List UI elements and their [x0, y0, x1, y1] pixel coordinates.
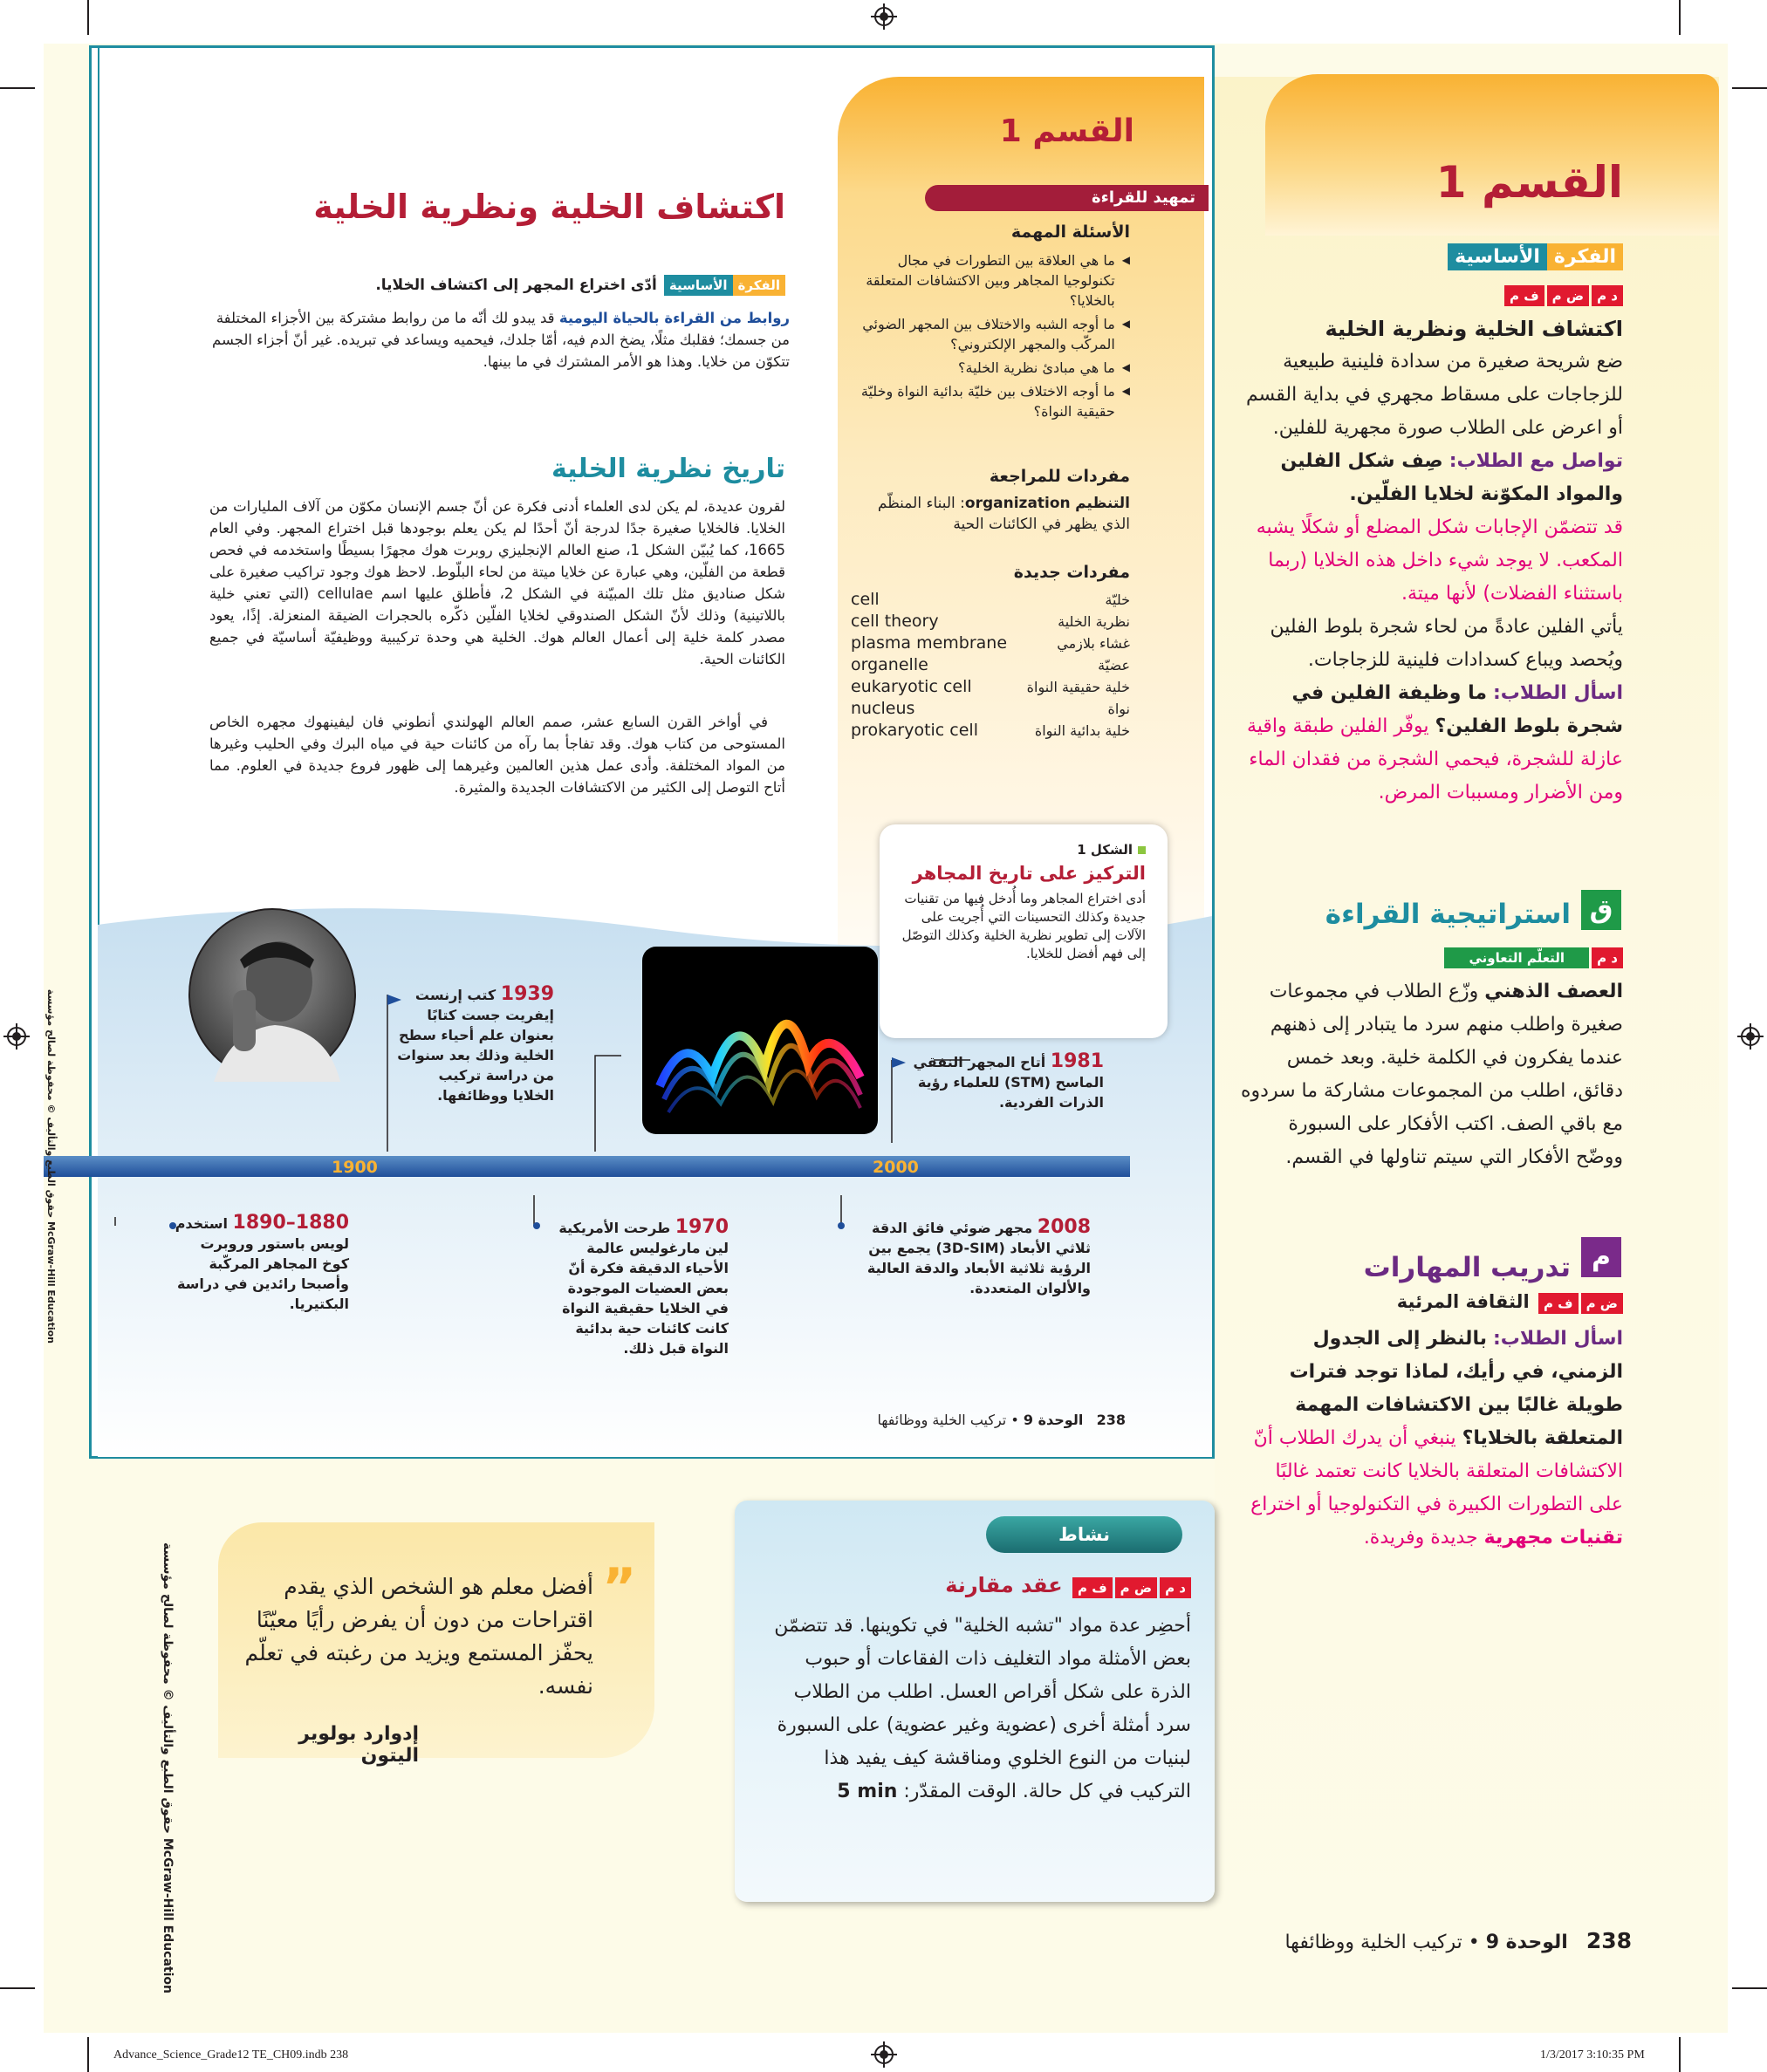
vocab-row	[851, 698, 1130, 720]
quote-author: إدوارد بولوير اليتون	[298, 1723, 419, 1767]
se-page-title: اكتشاف الخلية ونظرية الخلية	[313, 188, 785, 226]
vocab-row	[851, 633, 1130, 654]
real-world-connection: روابط من القراءة بالحياة اليومية قد يبدو لك أنّه ما من روابط مشتركة بين الأجزاء المختلفة من جسمك؛ فقلبك مثلًا، يضخ الدم فيه، أمّا جلدك، فيحميه ويساعد في تبريده. غير أنّ أجزاء الجسم تتكوّن من خلايا. وهذا هو الأمر المشترك في ما بينها.	[211, 310, 790, 370]
vocab-term-en: prokaryotic cell	[851, 721, 978, 740]
vocab-term-ar: غشاء بلازمي	[1057, 635, 1130, 652]
reading-preview-label: تمهيد للقراءة	[925, 185, 1209, 211]
timeline-tick-1900: 1900	[332, 1158, 378, 1177]
figure-1-callout: الشكل 1 التركيز على تاريخ المجاهر أدى اختراع المجاهر وما أُدخل فيها من تقنيات جديدة وكذلك التحسينات التي أُجريت على الآلات إلى تطوير نظرية الخلية وكذلك التوصّل إلى فهم أفضل للخلايا.	[880, 824, 1168, 1038]
essential-question: ◀ ما أوجه الشبه والاختلاف بين المجهر الضوئي المركّب والمجهر الإلكتروني؟	[862, 316, 1130, 352]
te-footer: 238 الوحدة 9 • تركيب الخلية ووظائفها	[1284, 1928, 1632, 1953]
bullet-icon: ◀	[1121, 254, 1130, 266]
vocab-term-en: plasma membrane	[851, 633, 1008, 653]
vocab-row	[851, 676, 1130, 698]
te-section-tab	[1265, 74, 1719, 236]
vocab-term-en: cell theory	[851, 612, 939, 631]
vocab-term-en: cell	[851, 590, 880, 609]
timeline-event-2008: 2008 مجهر ضوئي فائق الدقة ثلاثي الأبعاد (3D-SIM) يجمع بين الرؤية ثلاثية الأبعاد والدقة العالية والألوان المتعددة.	[866, 1216, 1091, 1296]
skills-icon: م	[1581, 1237, 1621, 1277]
figure-1-caption: أدى اختراع المجاهر وما أُدخل فيها من تقنيات جديدة وكذلك التحسينات التي أُجريت على الآلات إلى تطوير نظرية الخلية وكذلك التوصّل إلى فهم أفضل للخلايا.	[901, 891, 1146, 961]
quote-open-mark: ”	[602, 1557, 637, 1618]
registration-mark-bottom	[871, 2041, 897, 2068]
code-badge: ف م	[1504, 285, 1544, 306]
reading-strategy-title: استراتيجية القراءة	[1325, 899, 1571, 930]
reading-strategy-tags: د مالتعلّم التعاوني	[1396, 947, 1623, 968]
activity-body: أحضِر عدة مواد "تشبه الخلية" في تكوينها. قد تتضمّن بعض الأمثلة مواد التغليف ذات الفقاعات أو حبوب الذرة على شكل أقراص العسل. اطلب من الطلاب سرد أمثلة أخرى (عضوية وغير عضوية) على السبورة لبنيات من النوع الخلوي ومناقشة كيف يفيد هذا التركيب في كل حالة. الوقت المقدّر: 5 min	[774, 1615, 1191, 1802]
slug-file: Advance_Science_Grade12 TE_CH09.indb 238	[113, 2048, 349, 2062]
code-badge: د م	[1592, 285, 1623, 306]
activity-title: د مض مف م عقد مقارنة	[759, 1573, 1191, 1598]
activity-label: نشاط	[986, 1516, 1182, 1553]
slug-date: 1/3/2017 3:10:35 PM	[1540, 2048, 1645, 2062]
quote-text: أفضل معلم هو الشخص الذي يقدم اقتراحات من دون أن يفرض رأيًا معيّنًا يحفّز المستمع ويزيد من رغبته في تعلّم نفسه.	[244, 1574, 593, 1699]
vocab-term-en: nucleus	[851, 699, 915, 718]
reading-strategy-body: العصف الذهني وزّع الطلاب في مجموعات صغيرة واطلب منهم سرد ما يتبادر إلى ذهنهم عندما يفكرون في الكلمة خلية. وبعد خمس دقائق، اطلب من المجموعات مشاركة ما سردوه مع باقي الصف. اكتب الأفكار على السبورة ووضّح الأفكار التي سيتم تناولها في القسم.	[1241, 981, 1623, 1168]
essential-question: ◀ ما هي مبادئ نظرية الخلية؟	[958, 359, 1130, 376]
te-copyright-vertical: McGraw-Hill Education حقوق الطبع والتأليف © محفوظة لصالح مؤسسة	[161, 1542, 175, 1993]
vocab-term-ar: عضيّة	[1098, 657, 1130, 674]
history-heading: تاريخ نظرية الخلية	[551, 454, 785, 484]
se-section-tab: القسم 1	[999, 113, 1134, 149]
te-focus-codes	[1396, 285, 1623, 306]
vocab-row	[851, 654, 1130, 676]
te-focus-tag: الفكرةالأساسية	[1396, 246, 1623, 268]
registration-mark-right	[1737, 1023, 1764, 1050]
new-vocabulary: مفردات جديدة cell خليّة cell theory نظرية الخلية plasma membrane غشاء بلازمي organelle عضيّة eukaryotic cell خلية حقيقية النواة nucleus نواة prokaryotic cell خلية بدائية النواة	[851, 563, 1130, 740]
essential-question: ◀ ما أوجه الاختلاف بين خليّة بدائية النواة وخليّة حقيقية النواة؟	[860, 383, 1130, 420]
history-paragraph-2: في أواخر القرن السابع عشر، صمم العالم الهولندي أنطوني فان ليفينهوك مجهره الخاص المستوحى من كتاب هوك. وقد تفاجأ بما رآه من كائنات حية في مياه البرك وفي الحليب وغيرها من المواد المختلفة. وأدى عمل هذين العالمين وغيرهما إلى ظهور فروع جديدة في العلوم. مما أتاح التوصل إلى الكثير من الاكتشافات الجديدة والمثيرة.	[209, 714, 785, 796]
bullet-icon: ◀	[1121, 318, 1130, 330]
vocab-term-en: eukaryotic cell	[851, 677, 972, 696]
skills-body: اسأل الطلاب: بالنظر إلى الجدول الزمني، في رأيك، لماذا توجد فترات طويلة غالبًا بين الاكتشافات المهمة المتعلقة بالخلايا؟ ينبغي أن يدرك الطلاب أنّ الاكتشافات المتعلقة بالخلايا كانت تعتمد غالبًا على التطورات الكبيرة في التكنولوجيا أو اختراع تقنيات مجهرية جديدة وفريدة.	[1250, 1328, 1623, 1549]
vocab-term-ar: نواة	[1107, 701, 1130, 717]
registration-mark-left	[3, 1023, 30, 1050]
bullet-icon: ◀	[1121, 385, 1130, 397]
vocab-row	[851, 720, 1130, 742]
reading-strategy-icon: ق	[1581, 890, 1621, 930]
timeline-tick-2000: 2000	[873, 1158, 919, 1177]
registration-mark-top	[871, 3, 897, 30]
se-copyright-vertical: McGraw-Hill Education حقوق الطبع والتأليف © محفوظة لصالح مؤسسة	[45, 988, 57, 1344]
vocab-row	[851, 589, 1130, 611]
timeline-event-1970: 1970 طرحت الأمريكية لين مارغوليس عالمة الأحياء الدقيقة فكرة أنّ بعض العضيات الموجودة في الخلايا حقيقية النواة كانت كائنات حية بدائية النواة قبل ذلك.	[558, 1216, 729, 1357]
skills-title: تدريب المهارات	[1363, 1252, 1571, 1283]
vocab-term-en: organelle	[851, 655, 928, 674]
essential-questions	[851, 222, 1130, 425]
code-badge: ض م	[1547, 285, 1589, 306]
history-paragraph-1: لقرون عديدة، لم يكن لدى العلماء أدنى فكرة عن أنّ جسم الإنسان مكوّن من آلاف المليارات من الخلايا. فالخلايا صغيرة جدًا لدرجة أنّ أحدًا لم يكن يعلم بوجودها قبل اختراع المجهر. وفي العام 1665، كما يُبيّن الشكل 1، صنع العالم الإنجليزي روبرت هوك مجهرًا بسيطًا واستخدمه في فحص قطعة من الفلّين، وهي عبارة عن خلايا ميتة من لحاء البلّوط. لاحظ هوك وجود تراكيب صغيرة على شكل صناديق مثل تلك المبيّنة في الشكل 2، فأطلق عليها اسم cellulae (التي تعني خلية باللاتينية) وذلك لأنّ الشكل الصندوقي لخلايا الفلّين ذكّره بالحجرات الضيقة المنعزلة. إذًا، يعود مصدر كلمة خلية إلى أعمال العالم هوك. الخلية هي وحدة تركيبية ووظيفيّة أساسيّة في جميع الكائنات الحية.	[209, 498, 786, 667]
bullet-icon: ◀	[1121, 361, 1130, 373]
te-section-title: القسم 1	[1435, 157, 1623, 208]
skills-subtitle: ض مف م الثقافة المرئية	[1274, 1291, 1623, 1314]
vocab-row	[851, 611, 1130, 633]
timeline-event-1939: 1939 كتب إرنست إيفريت جست كتابًا بعنوان علم أحياء سطح الخلية وذلك بعد سنوات من دراسة تركيب الخلايا ووظائفها.	[397, 983, 554, 1104]
essential-question: ◀ ما هي العلاقة بين التطورات في مجال تكنولوجيا المجاهر وبين الاكتشافات المتعلقة بالخلايا؟	[866, 252, 1130, 309]
se-footer: 238 الوحدة 9 • تركيب الخلية ووظائفها	[877, 1412, 1126, 1428]
timeline-event-1981: 1981 أتاح المجهر النفقي الماسح (STM) للعلماء رؤية الذرات الفردية.	[913, 1050, 1104, 1111]
figure-1-title: التركيز على تاريخ المجاهر	[912, 863, 1146, 884]
essential-questions-title: الأسئلة المهمة	[1010, 222, 1130, 242]
review-vocabulary: مفردات للمراجعة التنظيم organization: البناء المنظّم الذي يظهر في الكائنات الحية	[877, 467, 1130, 533]
vocab-term-ar: خلية حقيقية النواة	[1026, 679, 1130, 695]
vocab-term-ar: خليّة	[1105, 592, 1130, 608]
vocab-term-ar: نظرية الخلية	[1058, 613, 1130, 630]
timeline-event-1880: 1880–1890 استخدم لويس باستور وروبرت كوخ المجاهر المركّبة وأصبحا رائدين في دراسة البكتيريا.	[175, 1212, 349, 1312]
te-focus-body: اكتشاف الخلية ونظرية الخلية ضع شريحة صغيرة من سدادة فلينية طبيعية للزجاجات على مسقاط مجهري في بداية القسم أو اعرض على الطلاب صورة مجهرية للفلين. تواصل مع الطلاب: صِف شكل الفلين والمواد المكوّنة لخلايا الفلّين. قد تتضمّن الإجابات شكل المضلع أو شكلًا يشبه المكعب. لا يوجد شيء داخل هذه الخلايا (ربما باستثناء الفضلات) لأنها ميتة. يأتي الفلين عادةً من لحاء شجرة بلوط الفلين ويُحصد ويباع كسدادات فلينية للزجاجات. اسأل الطلاب: ما وظيفة الفلين في شجرة بلوط الفلين؟ يوفّر الفلين طبقة واقية عازلة للشجرة، فيحمي الشجرة من فقدان الماء ومن الأضرار ومسببات المرض.	[1246, 317, 1623, 803]
vocab-term-ar: خلية بدائية النواة	[1034, 722, 1130, 739]
se-main-idea: الفكرةالأساسيةأدّى اختراع المجهر إلى اكتشاف الخلايا.	[262, 275, 785, 296]
